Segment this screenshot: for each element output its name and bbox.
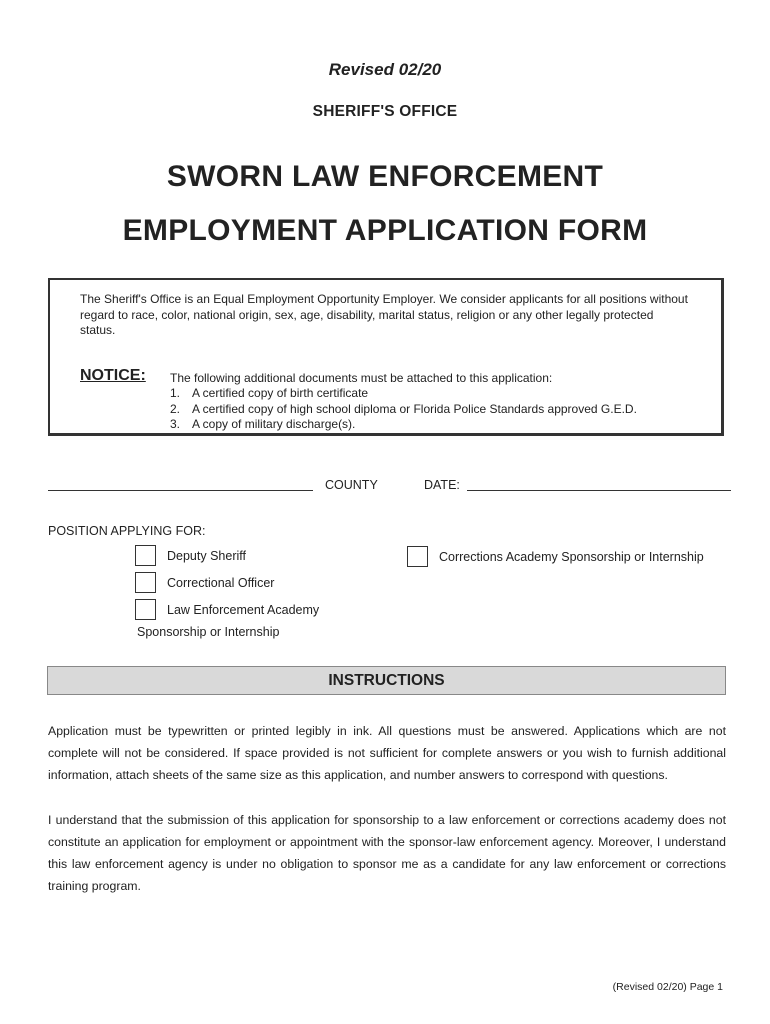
county-field[interactable] xyxy=(48,490,313,491)
revision-note: Revised 02/20 xyxy=(328,60,442,79)
list-item: 2. A certified copy of high school diploma or Florida Police Standards approved G.E.D. xyxy=(170,401,637,416)
instructions-paragraph-2: I understand that the submission of this application for sponsorship to a law enforcement or corrections academy does not constitute an application for employment or appointment with the sponsor-law enforcement agency. Moreover, I understand this law enforcement agency is under no obligation to sponsor me as a candidate for any law enforcement or corrections training program. xyxy=(48,813,726,893)
office-name: SHERIFF'S OFFICE xyxy=(312,103,458,120)
position-label: POSITION APPLYING FOR: xyxy=(48,524,206,538)
law-enforcement-academy-label: Law Enforcement Academy xyxy=(167,603,320,617)
required-documents-list xyxy=(170,386,637,433)
form-title-line1: SWORN LAW ENFORCEMENT xyxy=(166,160,604,193)
correctional-officer-label: Correctional Officer xyxy=(167,576,275,590)
date-label: DATE: xyxy=(424,478,460,492)
deputy-sheriff-checkbox[interactable] xyxy=(135,545,156,566)
law-enforcement-academy-checkbox[interactable] xyxy=(135,599,156,620)
list-item: 3. A copy of military discharge(s). xyxy=(170,417,356,431)
law-enforcement-academy-label-line2: Sponsorship or Internship xyxy=(137,625,280,639)
eeo-statement: The Sheriff's Office is an Equal Employment Opportunity Employer. We consider applicants for all positions without regard to race, color, national origin, sex, age, disability, marital status, religion or any other legally protected status. xyxy=(80,292,688,337)
deputy-sheriff-label: Deputy Sheriff xyxy=(167,549,246,563)
corrections-academy-label: Corrections Academy Sponsorship or Internship xyxy=(439,550,704,564)
date-field[interactable] xyxy=(467,490,731,491)
notice-box xyxy=(48,278,724,436)
correctional-officer-checkbox[interactable] xyxy=(135,572,156,593)
county-label: COUNTY xyxy=(325,478,378,492)
page-footer: (Revised 02/20) Page 1 xyxy=(612,981,723,993)
list-item: 1. A certified copy of birth certificate xyxy=(170,386,369,400)
instructions-paragraph-1: Application must be typewritten or printed legibly in ink. All questions must be answered. Applications which are not complete will not be considered. If space provided is not sufficient for complete answers or you wish to furnish additional information, attach sheets of the same size as this application, and number answers to correspond with questions. xyxy=(48,724,726,782)
notice-intro: The following additional documents must be attached to this application: xyxy=(170,371,553,385)
corrections-academy-checkbox[interactable] xyxy=(407,546,428,567)
notice-label: NOTICE: xyxy=(80,367,146,384)
instructions-heading: INSTRUCTIONS xyxy=(47,666,726,695)
form-title-line2: EMPLOYMENT APPLICATION FORM xyxy=(122,214,648,247)
